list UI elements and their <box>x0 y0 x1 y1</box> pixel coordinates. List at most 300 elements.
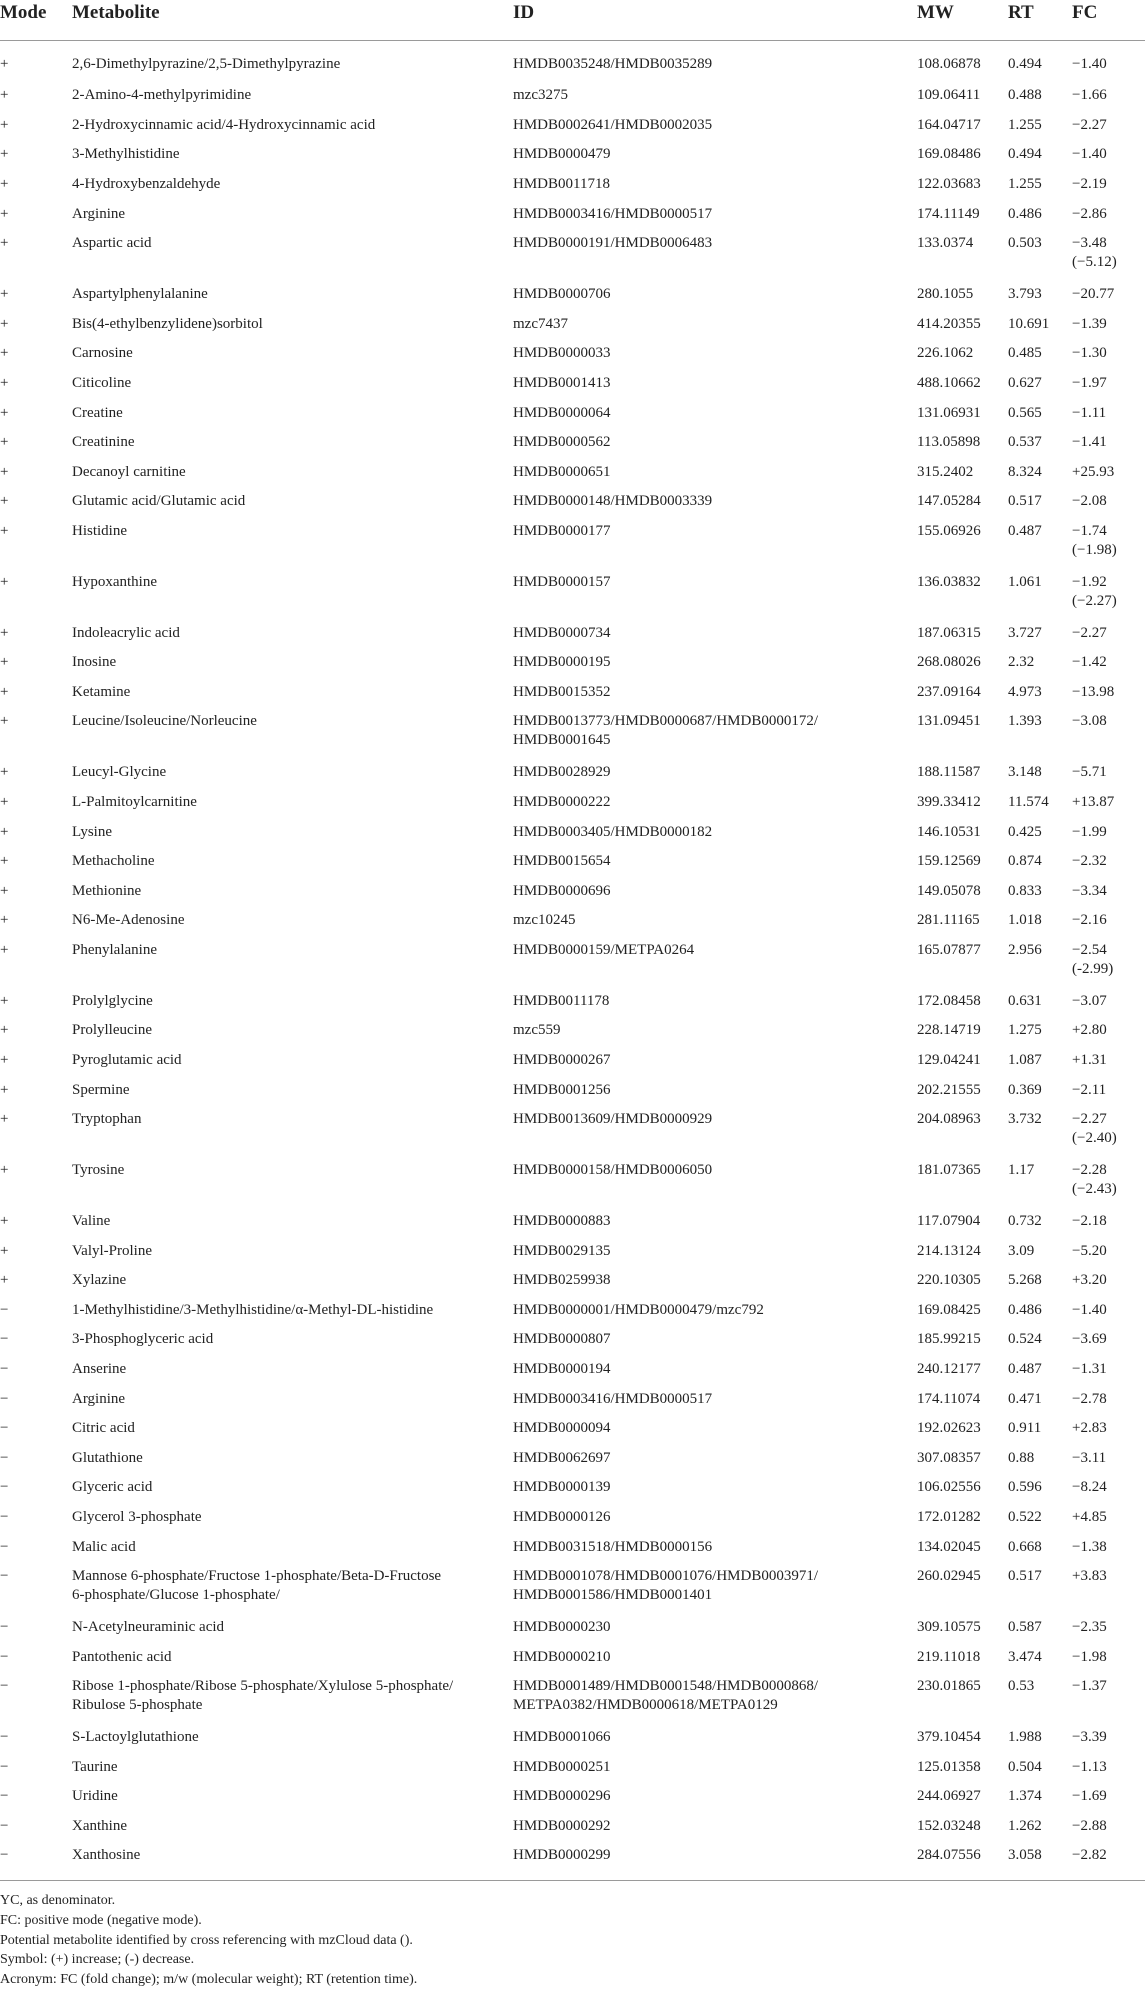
rt-cell-text: 3.732 <box>1008 1111 1042 1128</box>
mw-cell <box>917 1677 1008 1728</box>
mode-cell <box>0 823 72 853</box>
rt-cell <box>1008 1618 1072 1648</box>
id-cell <box>513 1449 917 1479</box>
mw-cell-text: 188.11587 <box>917 764 981 781</box>
mode-cell-text: + <box>0 1212 9 1229</box>
mw-cell <box>917 624 1008 654</box>
metabolite-cell <box>72 116 513 146</box>
mw-cell-text: 169.08425 <box>917 1301 981 1318</box>
fc-cell <box>1072 1567 1145 1618</box>
fc-cell <box>1072 404 1145 434</box>
mode-cell-text: − <box>0 1729 9 1746</box>
fc-cell <box>1072 315 1145 345</box>
id-cell <box>513 285 917 315</box>
mode-cell <box>0 492 72 522</box>
metabolite-cell <box>72 1648 513 1678</box>
mw-cell-text: 174.11149 <box>917 205 980 222</box>
mode-cell <box>0 285 72 315</box>
id-cell <box>513 1081 917 1111</box>
fc-cell-text: −13.98 <box>1072 683 1115 700</box>
metabolite-cell-text: Valine <box>72 1212 111 1229</box>
mode-cell <box>0 1021 72 1051</box>
id-cell <box>513 1478 917 1508</box>
mode-cell <box>0 1478 72 1508</box>
metabolite-cell-text: 2,6-Dimethylpyrazine/2,5-Dimethylpyrazine <box>72 56 341 72</box>
fc-cell <box>1072 1817 1145 1847</box>
mw-cell <box>917 1618 1008 1648</box>
rt-cell <box>1008 492 1072 522</box>
mw-cell <box>917 1081 1008 1111</box>
mode-cell-text: + <box>0 315 9 332</box>
fc-cell <box>1072 852 1145 882</box>
table-row <box>0 941 1145 992</box>
id-cell <box>513 315 917 345</box>
mode-cell-text: + <box>0 941 9 958</box>
mode-cell-text: − <box>0 1390 9 1407</box>
mode-cell-text: − <box>0 1449 9 1466</box>
mode-cell <box>0 1618 72 1648</box>
id-cell-text: HMDB0000195 <box>513 654 611 671</box>
mode-cell <box>0 683 72 713</box>
table-row <box>0 573 1145 624</box>
rt-cell <box>1008 573 1072 624</box>
mode-cell-text: + <box>0 1052 9 1068</box>
mode-cell-text: + <box>0 853 9 870</box>
metabolite-cell-text: Arginine <box>72 205 126 222</box>
mw-cell-text: 281.11165 <box>917 912 980 929</box>
id-cell-text: HMDB0031518/HMDB0000156 <box>513 1538 713 1555</box>
fc-cell-text: −2.35 <box>1072 1618 1107 1635</box>
fc-cell <box>1072 882 1145 912</box>
metabolite-cell-text: 2-Hydroxycinnamic acid/4-Hydroxycinnamic acid <box>72 116 376 133</box>
mw-cell <box>917 344 1008 374</box>
fc-cell-text: −1.42 <box>1072 654 1107 671</box>
fc-cell-text: −2.16 <box>1072 912 1107 929</box>
fc-cell-text: −1.41 <box>1072 434 1107 451</box>
table-row <box>0 522 1145 573</box>
id-cell-text: HMDB0000734 <box>513 624 611 641</box>
fc-cell <box>1072 522 1145 573</box>
id-cell <box>513 1301 917 1331</box>
footnote-line: Potential metabolite identified by cross referencing with mzCloud data (). <box>0 1932 413 1948</box>
rt-cell <box>1008 522 1072 573</box>
fc-cell-text: −2.54 <box>1072 941 1107 958</box>
mode-cell-text: + <box>0 235 9 252</box>
id-cell <box>513 1618 917 1648</box>
metabolite-cell-text: Prolylleucine <box>72 1022 152 1039</box>
metabolite-cell-text: 3-Phosphoglyceric acid <box>72 1331 214 1348</box>
mode-cell-text: + <box>0 1242 9 1259</box>
rt-cell <box>1008 344 1072 374</box>
fc-cell <box>1072 1242 1145 1272</box>
table-row <box>0 175 1145 205</box>
fc-cell-text: −3.48 <box>1072 235 1107 252</box>
mw-cell-text: 108.06878 <box>917 56 981 72</box>
fc-cell <box>1072 1758 1145 1788</box>
fc-cell-text: −3.08 <box>1072 713 1107 730</box>
mw-cell-text: 204.08963 <box>917 1111 981 1128</box>
metabolite-cell <box>72 285 513 315</box>
metabolite-cell-line2: 6-phosphate/Glucose 1-phosphate/ <box>72 1587 280 1604</box>
metabolite-cell <box>72 463 513 493</box>
rt-cell-text: 3.058 <box>1008 1847 1042 1864</box>
mode-cell <box>0 1271 72 1301</box>
mode-cell-text: + <box>0 345 9 362</box>
id-cell-text: HMDB0015352 <box>513 683 611 700</box>
table-row <box>0 1817 1145 1847</box>
mw-cell-text: 399.33412 <box>917 793 981 810</box>
rt-cell-text: 0.88 <box>1008 1449 1035 1466</box>
metabolite-cell <box>72 911 513 941</box>
mode-cell-text: + <box>0 493 9 510</box>
id-cell-line2: HMDB0001586/HMDB0001401 <box>513 1587 713 1604</box>
fc-cell-text: −1.98 <box>1072 1648 1107 1665</box>
id-cell <box>513 41 917 87</box>
rt-cell <box>1008 1787 1072 1817</box>
id-cell <box>513 763 917 793</box>
mode-cell-text: + <box>0 205 9 222</box>
mode-cell-text: + <box>0 176 9 193</box>
fc-cell <box>1072 653 1145 683</box>
metabolite-cell-text: S-Lactoylglutathione <box>72 1729 199 1746</box>
mw-cell <box>917 573 1008 624</box>
table-header <box>0 0 1145 41</box>
metabolite-cell-text: Methacholine <box>72 853 155 870</box>
table-row <box>0 1330 1145 1360</box>
fc-cell-text: −1.99 <box>1072 823 1107 840</box>
id-cell <box>513 492 917 522</box>
id-cell <box>513 823 917 853</box>
mode-cell <box>0 1360 72 1390</box>
rt-cell <box>1008 1567 1072 1618</box>
fc-cell <box>1072 911 1145 941</box>
rt-cell-text: 0.596 <box>1008 1479 1042 1496</box>
table-row <box>0 823 1145 853</box>
id-cell <box>513 1677 917 1728</box>
mw-cell-text: 174.11074 <box>917 1390 981 1407</box>
mode-cell-text: + <box>0 1272 9 1289</box>
mw-cell <box>917 763 1008 793</box>
id-cell-text: mzc10245 <box>513 912 576 929</box>
rt-cell-text: 0.517 <box>1008 493 1042 510</box>
mw-cell <box>917 1728 1008 1758</box>
fc-cell-text: −8.24 <box>1072 1479 1107 1496</box>
metabolite-cell <box>72 823 513 853</box>
mw-cell <box>917 1212 1008 1242</box>
id-cell-text: HMDB0001066 <box>513 1729 611 1746</box>
rt-cell-text: 1.087 <box>1008 1052 1042 1068</box>
mode-cell-text: + <box>0 1162 9 1179</box>
id-cell <box>513 1817 917 1847</box>
mode-cell <box>0 145 72 175</box>
id-cell-text: HMDB0000292 <box>513 1817 611 1834</box>
id-cell <box>513 116 917 146</box>
metabolite-cell-text: Glycerol 3-phosphate <box>72 1508 202 1525</box>
fc-cell-text: +1.31 <box>1072 1052 1107 1068</box>
id-cell-text: HMDB0001078/HMDB0001076/HMDB0003971/ <box>513 1568 819 1585</box>
id-cell <box>513 175 917 205</box>
fc-cell-text: −1.92 <box>1072 573 1107 590</box>
footnote-line: Symbol: (+) increase; (-) decrease. <box>0 1952 195 1968</box>
fc-cell <box>1072 1051 1145 1081</box>
metabolite-cell <box>72 234 513 285</box>
mw-cell-text: 414.20355 <box>917 315 981 332</box>
footnote-line: FC: positive mode (negative mode). <box>0 1912 202 1928</box>
table-row <box>0 1449 1145 1479</box>
id-cell <box>513 1330 917 1360</box>
mw-cell-text: 244.06927 <box>917 1788 981 1805</box>
id-cell <box>513 1419 917 1449</box>
id-cell <box>513 433 917 463</box>
id-cell-text: HMDB0000696 <box>513 882 611 899</box>
fc-cell <box>1072 712 1145 763</box>
table-row <box>0 683 1145 713</box>
id-cell <box>513 1728 917 1758</box>
fc-cell-text: −1.69 <box>1072 1788 1107 1805</box>
rt-cell <box>1008 712 1072 763</box>
fc-cell-text: −3.07 <box>1072 992 1107 1009</box>
mode-cell-text: + <box>0 56 9 72</box>
mw-cell-text: 147.05284 <box>917 493 981 510</box>
rt-cell <box>1008 1051 1072 1081</box>
mode-cell <box>0 463 72 493</box>
metabolite-cell <box>72 1567 513 1618</box>
id-cell <box>513 1212 917 1242</box>
table-row <box>0 882 1145 912</box>
mw-cell <box>917 1846 1008 1876</box>
table-row <box>0 911 1145 941</box>
fc-cell-text: −1.66 <box>1072 87 1107 104</box>
id-cell-text: HMDB0035248/HMDB0035289 <box>513 56 713 72</box>
id-cell-text: HMDB0002641/HMDB0002035 <box>513 116 713 133</box>
rt-cell-text: 1.255 <box>1008 176 1042 193</box>
mw-cell <box>917 205 1008 235</box>
fc-cell-line2: (−1.98) <box>1072 541 1117 558</box>
fc-cell-text: −1.40 <box>1072 1301 1107 1318</box>
rt-cell <box>1008 1478 1072 1508</box>
mode-cell <box>0 1758 72 1788</box>
id-cell-text: HMDB0000267 <box>513 1052 611 1068</box>
mode-cell-text: − <box>0 1678 9 1695</box>
rt-cell-text: 4.973 <box>1008 683 1042 700</box>
mode-cell <box>0 1242 72 1272</box>
fc-cell-text: +13.87 <box>1072 793 1115 810</box>
table-row <box>0 624 1145 654</box>
metabolite-cell <box>72 1271 513 1301</box>
rt-cell-text: 0.487 <box>1008 1360 1042 1377</box>
table-row <box>0 1648 1145 1678</box>
rt-cell-text: 0.487 <box>1008 522 1042 539</box>
rt-cell-text: 2.956 <box>1008 941 1042 958</box>
mw-cell-text: 187.06315 <box>917 624 981 641</box>
mw-cell <box>917 41 1008 87</box>
mode-cell-text: + <box>0 116 9 133</box>
table-row <box>0 285 1145 315</box>
mode-cell-text: + <box>0 434 9 451</box>
rt-cell <box>1008 285 1072 315</box>
rt-cell-text: 11.574 <box>1008 793 1049 810</box>
metabolite-cell-text: Aspartylphenylalanine <box>72 286 208 303</box>
metabolite-cell <box>72 624 513 654</box>
mw-cell-text: 134.02045 <box>917 1538 981 1555</box>
id-cell <box>513 344 917 374</box>
fc-cell-text: −2.19 <box>1072 176 1107 193</box>
id-cell <box>513 1846 917 1876</box>
metabolite-cell <box>72 1758 513 1788</box>
table-row <box>0 86 1145 116</box>
id-cell <box>513 145 917 175</box>
fc-cell-line2: (−5.12) <box>1072 254 1117 271</box>
mode-cell <box>0 712 72 763</box>
metabolite-cell-line2: Ribulose 5-phosphate <box>72 1697 203 1714</box>
metabolite-cell <box>72 1817 513 1847</box>
mode-cell-text: + <box>0 764 9 781</box>
mw-cell <box>917 1161 1008 1212</box>
fc-cell-text: −1.30 <box>1072 345 1107 362</box>
rt-cell-text: 0.631 <box>1008 992 1042 1009</box>
table-row <box>0 1758 1145 1788</box>
metabolite-cell <box>72 86 513 116</box>
mw-cell <box>917 911 1008 941</box>
fc-cell <box>1072 1110 1145 1161</box>
metabolite-cell-text: Bis(4-ethylbenzylidene)sorbitol <box>72 315 263 332</box>
fc-cell-line2: (−2.40) <box>1072 1130 1117 1147</box>
rt-cell-text: 0.524 <box>1008 1331 1042 1348</box>
metabolite-cell-text: Glyceric acid <box>72 1479 153 1496</box>
mw-cell-text: 181.07365 <box>917 1162 981 1179</box>
metabolite-cell-text: Prolylglycine <box>72 992 153 1009</box>
metabolite-cell-text: Xanthosine <box>72 1847 141 1864</box>
fc-cell <box>1072 793 1145 823</box>
rt-cell <box>1008 86 1072 116</box>
mode-cell-text: − <box>0 1301 9 1318</box>
fc-cell-text: −2.78 <box>1072 1390 1107 1407</box>
rt-cell-text: 0.486 <box>1008 1301 1042 1318</box>
fc-cell-text: −5.71 <box>1072 764 1107 781</box>
rt-cell-text: 3.09 <box>1008 1242 1035 1259</box>
fc-cell <box>1072 1478 1145 1508</box>
id-cell-text: mzc559 <box>513 1022 561 1039</box>
metabolite-cell-text: Leucyl-Glycine <box>72 764 167 781</box>
metabolite-cell <box>72 1618 513 1648</box>
id-cell-text: HMDB0000807 <box>513 1331 611 1348</box>
mode-cell <box>0 1787 72 1817</box>
mw-cell-text: 226.1062 <box>917 345 974 362</box>
fc-cell <box>1072 1301 1145 1331</box>
mw-cell <box>917 492 1008 522</box>
fc-cell <box>1072 1508 1145 1538</box>
mw-cell <box>917 1021 1008 1051</box>
mw-cell <box>917 1567 1008 1618</box>
fc-cell <box>1072 624 1145 654</box>
rt-cell-text: 0.425 <box>1008 823 1042 840</box>
id-cell-text: HMDB0000296 <box>513 1788 611 1805</box>
id-cell <box>513 1051 917 1081</box>
mode-cell <box>0 1538 72 1568</box>
id-cell-text: HMDB0000064 <box>513 404 611 421</box>
mode-cell <box>0 992 72 1022</box>
id-cell <box>513 404 917 434</box>
metabolite-cell <box>72 992 513 1022</box>
table-row <box>0 1271 1145 1301</box>
metabolite-cell <box>72 374 513 404</box>
mode-cell <box>0 1051 72 1081</box>
rt-cell <box>1008 1271 1072 1301</box>
mw-cell <box>917 712 1008 763</box>
id-cell-text: HMDB0000126 <box>513 1508 611 1525</box>
id-cell <box>513 882 917 912</box>
mw-cell-text: 240.12177 <box>917 1360 981 1377</box>
metabolite-cell <box>72 433 513 463</box>
table-row <box>0 1478 1145 1508</box>
fc-cell-text: −3.39 <box>1072 1729 1107 1746</box>
mode-cell <box>0 763 72 793</box>
metabolite-cell-text: Malic acid <box>72 1538 136 1555</box>
mode-cell-text: + <box>0 823 9 840</box>
fc-cell-text: −1.37 <box>1072 1678 1107 1695</box>
rt-cell-text: 0.874 <box>1008 853 1042 870</box>
mw-cell <box>917 793 1008 823</box>
rt-cell-text: 0.732 <box>1008 1212 1042 1229</box>
mw-cell <box>917 1758 1008 1788</box>
table-row <box>0 852 1145 882</box>
mode-cell <box>0 1390 72 1420</box>
table-row <box>0 1508 1145 1538</box>
table-row <box>0 1538 1145 1568</box>
mw-cell-text: 159.12569 <box>917 853 981 870</box>
fc-cell <box>1072 683 1145 713</box>
table-row <box>0 315 1145 345</box>
mw-cell-text: 106.02556 <box>917 1479 981 1496</box>
id-cell-text: HMDB0003416/HMDB0000517 <box>513 1390 713 1407</box>
rt-cell-text: 0.833 <box>1008 882 1042 899</box>
metabolite-cell-text: Histidine <box>72 522 127 539</box>
id-cell <box>513 234 917 285</box>
metabolite-cell-text: Carnosine <box>72 345 133 362</box>
mw-cell <box>917 1648 1008 1678</box>
rt-cell <box>1008 205 1072 235</box>
metabolite-cell-text: 2-Amino-4-methylpyrimidine <box>72 87 252 104</box>
fc-cell <box>1072 285 1145 315</box>
id-cell-text: HMDB0029135 <box>513 1242 611 1259</box>
id-cell-text: HMDB0000479 <box>513 146 611 163</box>
rt-cell-text: 1.988 <box>1008 1729 1042 1746</box>
metabolite-cell-text: Taurine <box>72 1758 118 1775</box>
fc-cell-text: −2.08 <box>1072 493 1107 510</box>
mw-cell <box>917 145 1008 175</box>
mode-cell-text: − <box>0 1479 9 1496</box>
rt-cell <box>1008 1846 1072 1876</box>
mode-cell <box>0 573 72 624</box>
fc-cell-text: +3.20 <box>1072 1272 1107 1289</box>
rt-cell-text: 0.504 <box>1008 1758 1042 1775</box>
metabolite-cell-text: Inosine <box>72 654 117 671</box>
id-cell <box>513 1161 917 1212</box>
id-cell <box>513 86 917 116</box>
mode-cell <box>0 653 72 683</box>
id-cell-text: HMDB0062697 <box>513 1449 611 1466</box>
mw-cell <box>917 653 1008 683</box>
rt-cell <box>1008 1419 1072 1449</box>
mw-cell-text: 192.02623 <box>917 1420 981 1437</box>
id-cell <box>513 1538 917 1568</box>
mw-cell <box>917 1478 1008 1508</box>
mw-cell-text: 230.01865 <box>917 1678 981 1695</box>
table-row <box>0 653 1145 683</box>
mw-cell <box>917 1330 1008 1360</box>
id-cell-text: HMDB0000158/HMDB0006050 <box>513 1162 713 1179</box>
metabolite-cell <box>72 1728 513 1758</box>
